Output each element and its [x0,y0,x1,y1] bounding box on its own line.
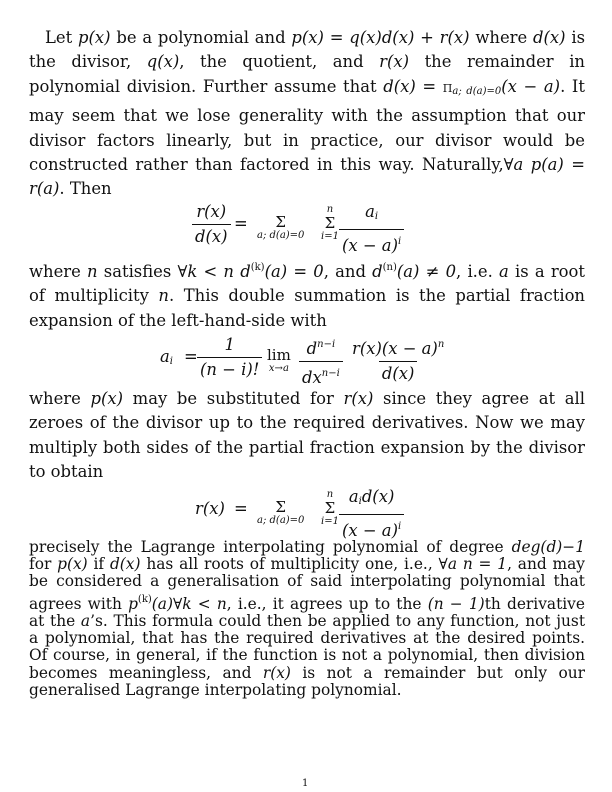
rhs-fraction: $\frac{a_i}{(x - a)^i}$ [339,202,404,256]
equation-partial-fraction: $\frac{r(x)}{d(x)}$ = Σ a; d(a)=0 n Σ i=1 $\frac{a_i}{(x - a)^i}$ [29,202,585,256]
derivative-fraction: $d^{n-i}$ $dx^{n-i}$ [299,335,343,388]
inner-sum: n Σ i=1 [321,203,339,242]
paragraph-intro: Let p(x) be a polynomial and p(x) = q(x)d(x) + r(x) where d(x) is the divisor, q(x), the quotient, and r(x) the remainder in polynomial division. Further assume that $d(x) = \Pi_{a; d(a)=0}(x - a)$. It may seem that we lose generality with the assumption that our divisor factors linearly, but in practice, our divisor would be constructed rather than factored in this way. Naturally,∀a p(a) = r(a). Then [29,28,585,199]
paragraph-multiplicity: where n satisfies ∀k < n $d^{(k)}(a) = 0$, and $d^{(n)}(a) \ne 0$, i.e. a is a root of multiplicity n. This double summation is the partial fraction expansion of the left-hand-side with [29,261,585,330]
factorial-fraction: $\frac{1}{(n - i)!}$ [197,335,262,380]
inner-sum: n Σ i=1 [321,488,339,527]
equation-coefficient: $a_i$ = $\frac{1}{(n - i)!}$ lim x→a $d^{n-i}$ $dx^{n-i}$ $\frac{r(x)(x - a)^n}{d(x)}$ [29,333,585,387]
remainder-fraction: $\frac{r(x)(x - a)^n}{d(x)}$ [352,339,445,384]
lhs-fraction: $\frac{r(x)}{d(x)}$ [192,202,231,247]
rhs-fraction: $a_id(x)$ $(x - a)^i$ [339,487,404,541]
document-page [29,26,585,699]
outer-sum: Σ a; d(a)=0 [257,497,305,526]
paragraph-conclusion: precisely the Lagrange interpolating polynomial of degree deg(d)−1 for p(x) if d(x) has all roots of multiplicity one, i.e., ∀a n = 1, and may be considered a generalisation of said interpolating polynomial that agrees with $p^{(k)}(a)\forall k < n$, i.e., it agrees up to the (n − 1)th derivative at the a’s. This formula could then be applied to any function, not just a polynomial, that has the required derivatives at the desired points. Of course, in general, if the function is not a polynomial, then division becomes meaningless, and r(x) is not a remainder but only our generalised Lagrange interpolating polynomial. [29,537,586,700]
coefficient-lhs: $a_i$ [160,347,173,368]
page-number: 1 [302,778,309,789]
paragraph-substitution: where p(x) may be substituted for r(x) since they agree at all zeroes of the divisor up to the required derivatives. Now we may multiply both sides of the partial fraction expansion by the divisor to obtain [29,389,585,482]
limit-operator: lim x→a [267,346,291,375]
equation-interpolation: r(x) = Σ a; d(a)=0 n Σ i=1 $a_id(x)$ $(x - a)^i$ [29,485,585,539]
outer-sum: Σ a; d(a)=0 [257,212,305,241]
